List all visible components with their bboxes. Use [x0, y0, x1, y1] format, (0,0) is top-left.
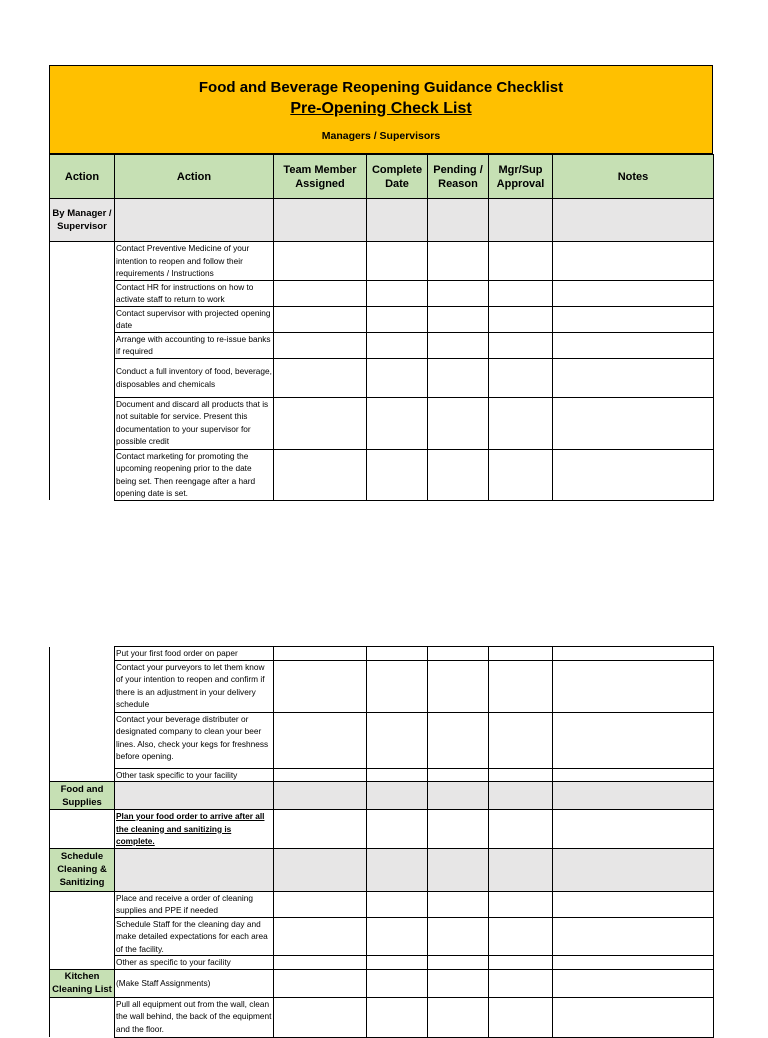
- task-text: Contact your purveyors to let them know of your intention to reopen and confirm if there is an adjustment in your delivery schedule: [115, 660, 274, 712]
- col-header-approval: Mgr/Sup Approval: [489, 155, 553, 199]
- task-text: Other task specific to your facility: [115, 768, 274, 782]
- col-header-complete-date: Complete Date: [367, 155, 428, 199]
- table-row: [50, 810, 714, 849]
- section-label-cleaning: Schedule Cleaning & Sanitizing: [50, 848, 115, 891]
- table-row: [50, 891, 714, 917]
- table-row: [50, 280, 714, 306]
- section-label-manager: By Manager / Supervisor: [50, 199, 115, 242]
- document-subtitle: Pre-Opening Check List: [290, 100, 472, 117]
- task-text: Place and receive a order of cleaning supplies and PPE if needed: [115, 891, 274, 917]
- task-text: (Make Staff Assignments): [115, 969, 274, 997]
- task-text: Conduct a full inventory of food, beverage, disposables and chemicals: [115, 358, 274, 397]
- table-row: [50, 768, 714, 782]
- col-header-action-detail: Action: [115, 155, 274, 199]
- checklist-table-page2: [49, 646, 714, 1038]
- col-header-pending: Pending / Reason: [428, 155, 489, 199]
- task-text: Arrange with accounting to re-issue banks if required: [115, 332, 274, 358]
- table-row: [50, 956, 714, 970]
- table-row: [50, 332, 714, 358]
- task-text: Schedule Staff for the cleaning day and make detailed expectations for each area of the facility.: [115, 917, 274, 956]
- task-text: Other as specific to your facility: [115, 956, 274, 970]
- task-text: Contact Preventive Medicine of your intention to reopen and follow their requirements / Instructions: [115, 242, 274, 281]
- table-row: [50, 997, 714, 1037]
- table-row: [50, 449, 714, 500]
- section-label-kitchen: Kitchen Cleaning List: [50, 969, 115, 997]
- audience-label: Managers / Supervisors: [321, 130, 441, 142]
- table-row: [50, 358, 714, 397]
- task-text: Contact marketing for promoting the upcoming reopening prior to the date being set. Then reengage after a hard opening date is set.: [115, 449, 274, 500]
- section-label-food: Food and Supplies: [50, 782, 115, 810]
- task-text: Plan your food order to arrive after all the cleaning and sanitizing is complete.: [115, 810, 274, 849]
- table-row: [50, 242, 714, 281]
- checklist-table-page1: [49, 154, 714, 501]
- section-row-cleaning: [50, 848, 714, 891]
- task-text: Contact HR for instructions on how to activate staff to return to work: [115, 280, 274, 306]
- header-row: [50, 155, 714, 199]
- task-text: Pull all equipment out from the wall, clean the wall behind, the back of the equipment and the floor.: [115, 997, 274, 1037]
- task-text: Put your first food order on paper: [115, 647, 274, 661]
- table-row: [50, 397, 714, 449]
- col-header-team-member: Team Member Assigned: [274, 155, 367, 199]
- section-row-food: [50, 782, 714, 810]
- table-row: [50, 306, 714, 332]
- section-row-kitchen: [50, 969, 714, 997]
- task-text: Document and discard all products that is not suitable for service. Present this documentation to your supervisor for possible credit: [115, 397, 274, 449]
- col-header-notes: Notes: [553, 155, 714, 199]
- table-row: [50, 712, 714, 768]
- table-row: [50, 660, 714, 712]
- section-row-manager: [50, 199, 714, 242]
- table-row: [50, 917, 714, 956]
- col-header-action: Action: [50, 155, 115, 199]
- document-title: Food and Beverage Reopening Guidance Checklist: [198, 79, 564, 96]
- checklist-banner: [49, 65, 713, 154]
- task-text: Contact your beverage distributer or designated company to clean your beer lines. Also, check your kegs for freshness before opening.: [115, 712, 274, 768]
- task-text: Contact supervisor with projected opening date: [115, 306, 274, 332]
- table-row: [50, 647, 714, 661]
